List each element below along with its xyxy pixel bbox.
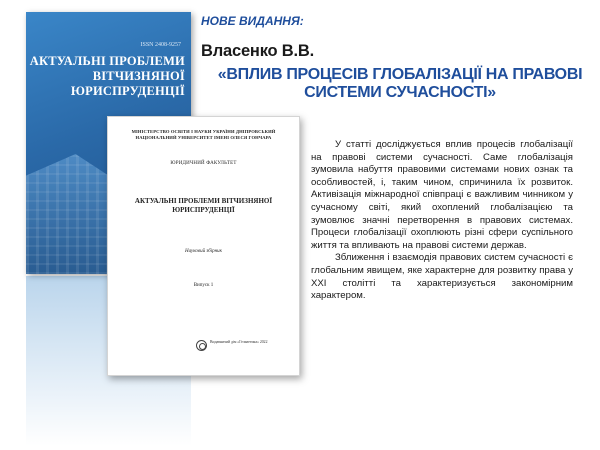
title-page-publisher: Видавничий дім «Гельветика» 2022 <box>210 340 268 344</box>
book-title-page <box>107 116 300 376</box>
article-headline: «ВПЛИВ ПРОЦЕСІВ ГЛОБАЛІЗАЦІЇ НА ПРАВОВІ СИСТЕМИ СУЧАСНОСТІ» <box>217 66 583 101</box>
new-edition-label: НОВЕ ВИДАННЯ: <box>201 14 304 28</box>
title-page-issue: Випуск 1 <box>193 283 214 288</box>
article-abstract <box>311 139 573 303</box>
title-page-ministry: МІНІСТЕРСТВО ОСВІТИ І НАУКИ УКРАЇНИ ДНІПРОВСЬКИЙ НАЦІОНАЛЬНИЙ УНІВЕРСИТЕТ ІМЕНІ ОЛЕСЯ ГОНЧАРА <box>131 129 276 140</box>
title-page-title: АКТУАЛЬНІ ПРОБЛЕМИ ВІТЧИЗНЯНОЇ ЮРИСПРУДЕНЦІЇ <box>134 197 273 214</box>
abstract-paragraph-2: Зближення і взаємодія правових систем сучасності є глобальним явищем, яке характерне для розвитку права у ХХІ столітті та характеризується закономірним характером. <box>311 252 573 302</box>
title-page-faculty: ЮРИДИЧНИЙ ФАКУЛЬТЕТ <box>170 161 237 166</box>
publisher-emblem-icon <box>196 340 207 351</box>
cover-title: АКТУАЛЬНІ ПРОБЛЕМИ ВІТЧИЗНЯНОЇ ЮРИСПРУДЕНЦІЇ <box>29 54 185 98</box>
author-name: Власенко В.В. <box>201 42 314 60</box>
title-page-collection: Науковий збірник <box>184 249 222 254</box>
building-photo <box>26 154 116 274</box>
abstract-paragraph-1: У статті досліджується вплив процесів глобалізації на правові системи сучасності. Саме глобалізація зумовила набуття правовими системами нових ознак та особливостей, і, таким чином, спричинила їх розвиток. Активізація міжнародної співпраці є важливим чинником у сучасному світі, який охоплений глобалізацією та зумовлює значні перетворення в правових системах. Процеси глобалізації охоплюють різні сфери суспільного життя та впливають на правові системи держав. <box>311 139 573 251</box>
cover-issn: ISSN 2408-9257 <box>140 42 181 48</box>
